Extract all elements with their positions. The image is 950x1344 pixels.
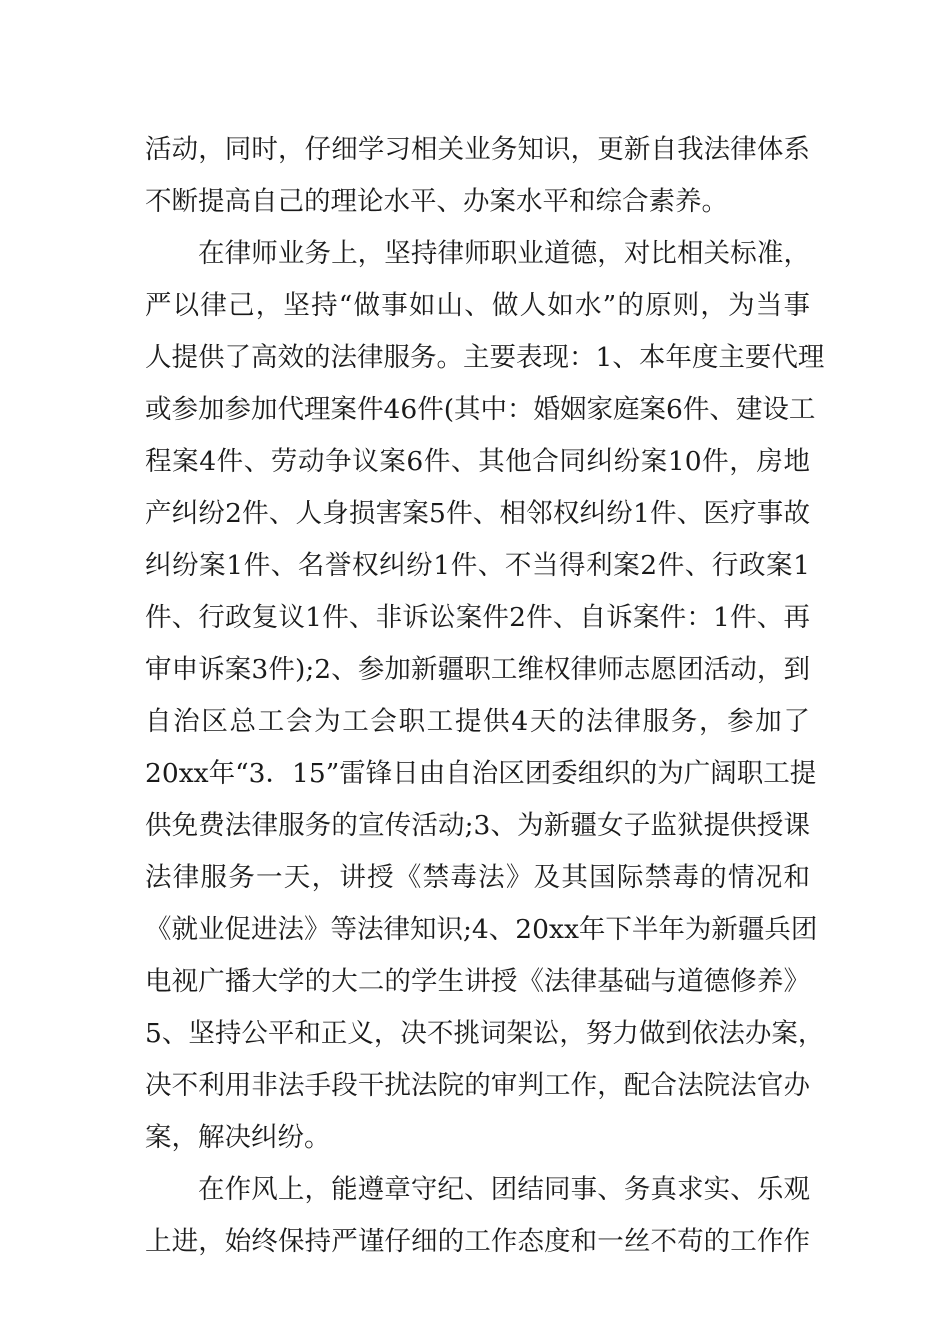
text-line: 决不利用非法手段干扰法院的审判工作，配合法院法官办: [145, 1070, 810, 1101]
text-line: 产纠纷2件、人身损害案5件、相邻权纠纷1件、医疗事故: [145, 498, 810, 529]
text-line: 件、行政复议1件、非诉讼案件2件、自诉案件：1件、再: [145, 602, 810, 633]
text-line: 《就业促进法》等法律知识;4、20xx年下半年为新疆兵团: [145, 914, 818, 945]
text-line: 20xx年“3．15”雷锋日由自治区团委组织的为广阔职工提: [145, 758, 817, 789]
text-line: 程案4件、劳动争议案6件、其他合同纠纷案10件，房地: [145, 446, 810, 477]
text-line: 活动，同时，仔细学习相关业务知识，更新自我法律体系: [145, 134, 810, 165]
text-line: 5、坚持公平和正义，决不挑词架讼，努力做到依法办案，: [145, 1018, 825, 1049]
paragraph-first-line: 在作风上，能遵章守纪、团结同事、务真求实、乐观: [198, 1174, 810, 1205]
body-text: [145, 124, 825, 1268]
text-line: 法律服务一天，讲授《禁毒法》及其国际禁毒的情况和: [145, 862, 810, 893]
text-line: 自治区总工会为工会职工提供4天的法律服务，参加了: [145, 706, 810, 737]
text-line: 案，解决纠纷。: [145, 1122, 331, 1153]
text-line: 上进，始终保持严谨仔细的工作态度和一丝不苟的工作作: [145, 1226, 810, 1257]
text-line: 供免费法律服务的宣传活动;3、为新疆女子监狱提供授课: [145, 810, 810, 841]
text-line: 审申诉案3件);2、参加新疆职工维权律师志愿团活动，到: [145, 654, 810, 685]
paragraph-first-line: 在律师业务上，坚持律师职业道德，对比相关标准，: [198, 238, 810, 269]
text-line: 电视广播大学的大二的学生讲授《法律基础与道德修养》: [145, 966, 810, 997]
text-line: 或参加参加代理案件46件(其中：婚姻家庭案6件、建设工: [145, 394, 816, 425]
text-line: 严以律己，坚持“做事如山、做人如水”的原则，为当事: [145, 290, 810, 321]
text-line: 不断提高自己的理论水平、办案水平和综合素养。: [145, 186, 728, 217]
text-line: 人提供了高效的法律服务。主要表现：1、本年度主要代理: [145, 342, 825, 373]
text-line: 纠纷案1件、名誉权纠纷1件、不当得利案2件、行政案1: [145, 550, 810, 581]
